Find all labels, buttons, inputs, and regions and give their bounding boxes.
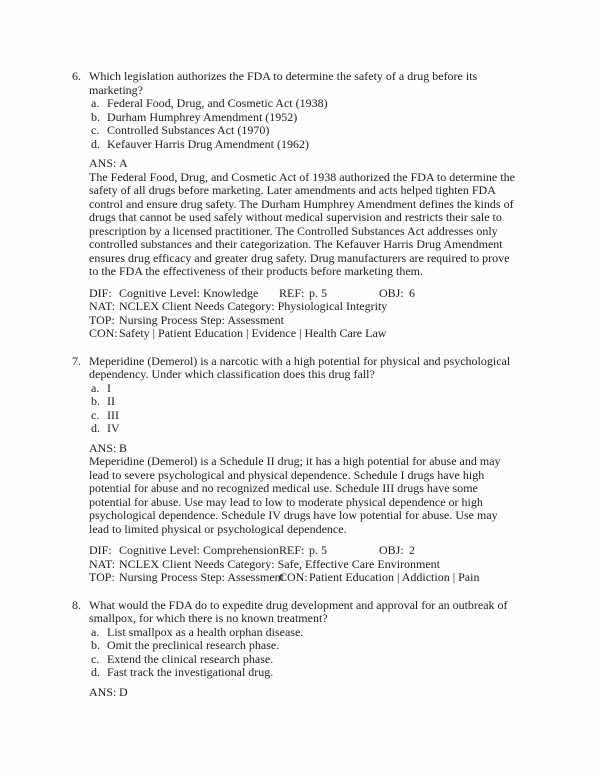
option-row-b <box>89 639 516 653</box>
meta-value: NCLEX Client Needs Category: Physiological Integrity <box>119 299 388 313</box>
answer-line <box>89 157 516 171</box>
meta-label: NAT: <box>89 556 116 571</box>
meta-label: DIF: <box>89 285 112 300</box>
meta-label: CON: <box>89 326 118 340</box>
meta-line-nat <box>89 300 516 314</box>
question-body <box>89 70 516 341</box>
answer-label: ANS: <box>89 684 117 699</box>
meta-value: 2 <box>409 543 415 557</box>
answer-value: B <box>119 440 128 455</box>
meta-line-con <box>89 327 516 341</box>
question-number: 8. <box>72 597 81 612</box>
question-head <box>72 355 516 585</box>
option-letter: a. <box>91 96 100 110</box>
meta-value: Cognitive Level: Comprehension <box>119 543 279 557</box>
answer-line <box>89 686 516 700</box>
question-text: What would the FDA do to expedite drug development and approval for an outbreak of smallpox, for which there is no known treatment? <box>89 597 508 625</box>
option-letter: b. <box>91 394 100 408</box>
question-body <box>89 599 516 700</box>
option-letter: b. <box>91 638 100 652</box>
answer-label: ANS: <box>89 156 117 170</box>
option-text: Omit the preclinical research phase. <box>107 638 280 652</box>
option-row-c <box>89 124 516 138</box>
question-number: 7. <box>72 353 81 368</box>
answer-value: A <box>119 156 128 170</box>
meta-line-top-con <box>89 571 516 585</box>
option-row-c <box>89 653 516 667</box>
option-letter: c. <box>91 651 100 666</box>
meta-value: Nursing Process Step: Assessment <box>119 570 284 584</box>
option-row-d <box>89 138 516 152</box>
option-text: Kefauver Harris Drug Amendment (1962) <box>107 136 309 151</box>
question-head <box>72 70 516 341</box>
meta-value: NCLEX Client Needs Category: Safe, Effective Care Environment <box>119 556 441 571</box>
option-row-d <box>89 666 516 680</box>
question-body <box>89 355 516 585</box>
option-text: Durham Humphrey Amendment (1952) <box>107 109 298 124</box>
rationale-text: The Federal Food, Drug, and Cosmetic Act of 1938 authorized the FDA to determine the safety of all drugs before marketing. Later amendments and acts helped tighten FDA control and ensure drug safety. The Durham Humphrey Amendment defines the kinds of drugs that cannot be used safely without medical supervision and restricts their sale to prescription by a licensed practitioner. The Controlled Substances Act addresses only controlled substances and their categorization. The Kefauver Harris Drug Amendment ensures drug efficacy and greater drug safety. Drug manufacturers are required to prove to the FDA the effectiveness of their products before marketing them. <box>89 169 515 278</box>
option-row-b <box>89 395 516 409</box>
question-block-6 <box>72 70 516 341</box>
option-text: Controlled Substances Act (1970) <box>107 123 270 137</box>
rationale-text: Meperidine (Demerol) is a Schedule II drug; it has a high potential for abuse and may lead to severe psychological and physical dependence. Schedule I drugs have high potential for abuse and no recognized medical use. Schedule III drugs have some potential for abuse. Use may lead to low to moderate physical dependence or high psychological dependence. Schedule IV drugs have low potential for abuse. Use may lead to limited physical or psychological dependence. <box>89 454 501 536</box>
meta-line-top <box>89 314 516 328</box>
answer-line <box>89 442 516 456</box>
meta-label: REF: <box>279 285 305 300</box>
meta-block <box>89 287 516 341</box>
option-text: Fast track the investigational drug. <box>107 665 274 679</box>
option-text: III <box>107 407 119 422</box>
option-letter: d. <box>91 665 100 679</box>
option-row-a <box>89 97 516 111</box>
question-text: Which legislation authorizes the FDA to determine the safety of a drug before its marketing? <box>89 69 478 97</box>
meta-value: p. 5 <box>309 543 327 557</box>
meta-value: 6 <box>409 285 415 300</box>
answer-label: ANS: <box>89 440 117 455</box>
question-text: Meperidine (Demerol) is a narcotic with a high potential for physical and psychological dependency. Under which classification does this drug fall? <box>89 353 511 381</box>
option-text: IV <box>107 421 120 435</box>
question-number: 6. <box>72 69 81 83</box>
option-text: Federal Food, Drug, and Cosmetic Act (1938) <box>107 96 328 110</box>
meta-value: Cognitive Level: Knowledge <box>119 285 259 300</box>
option-letter: d. <box>91 136 100 151</box>
meta-label: TOP: <box>89 570 115 584</box>
option-row-b <box>89 111 516 125</box>
meta-label: TOP: <box>89 312 115 327</box>
meta-label: CON: <box>279 570 308 584</box>
meta-line-dif <box>89 544 516 558</box>
option-text: List smallpox as a health orphan disease. <box>107 624 304 639</box>
option-text: I <box>107 380 111 395</box>
meta-label: NAT: <box>89 299 116 313</box>
option-letter: c. <box>91 123 100 137</box>
meta-label: REF: <box>279 543 305 557</box>
option-letter: c. <box>91 407 100 422</box>
option-text: II <box>107 394 115 408</box>
option-letter: a. <box>91 380 100 395</box>
meta-value: Patient Education | Addiction | Pain <box>309 570 480 584</box>
question-head <box>72 599 516 700</box>
option-row-c <box>89 409 516 423</box>
option-row-a <box>89 382 516 396</box>
option-text: Extend the clinical research phase. <box>107 651 274 666</box>
meta-value: Safety | Patient Education | Evidence | Health Care Law <box>119 326 387 340</box>
meta-label: DIF: <box>89 543 112 557</box>
meta-value: Nursing Process Step: Assessment <box>119 312 284 327</box>
question-block-7 <box>72 355 516 585</box>
meta-label: OBJ: <box>379 285 404 300</box>
meta-line-dif <box>89 287 516 301</box>
meta-block <box>89 544 516 585</box>
answer-value: D <box>119 684 128 699</box>
option-letter: d. <box>91 421 100 435</box>
option-row-a <box>89 626 516 640</box>
option-letter: a. <box>91 624 100 639</box>
meta-label: OBJ: <box>379 543 404 557</box>
meta-value: p. 5 <box>309 285 327 300</box>
meta-line-nat <box>89 558 516 572</box>
option-letter: b. <box>91 109 100 124</box>
option-row-d <box>89 422 516 436</box>
question-block-8 <box>72 599 516 700</box>
